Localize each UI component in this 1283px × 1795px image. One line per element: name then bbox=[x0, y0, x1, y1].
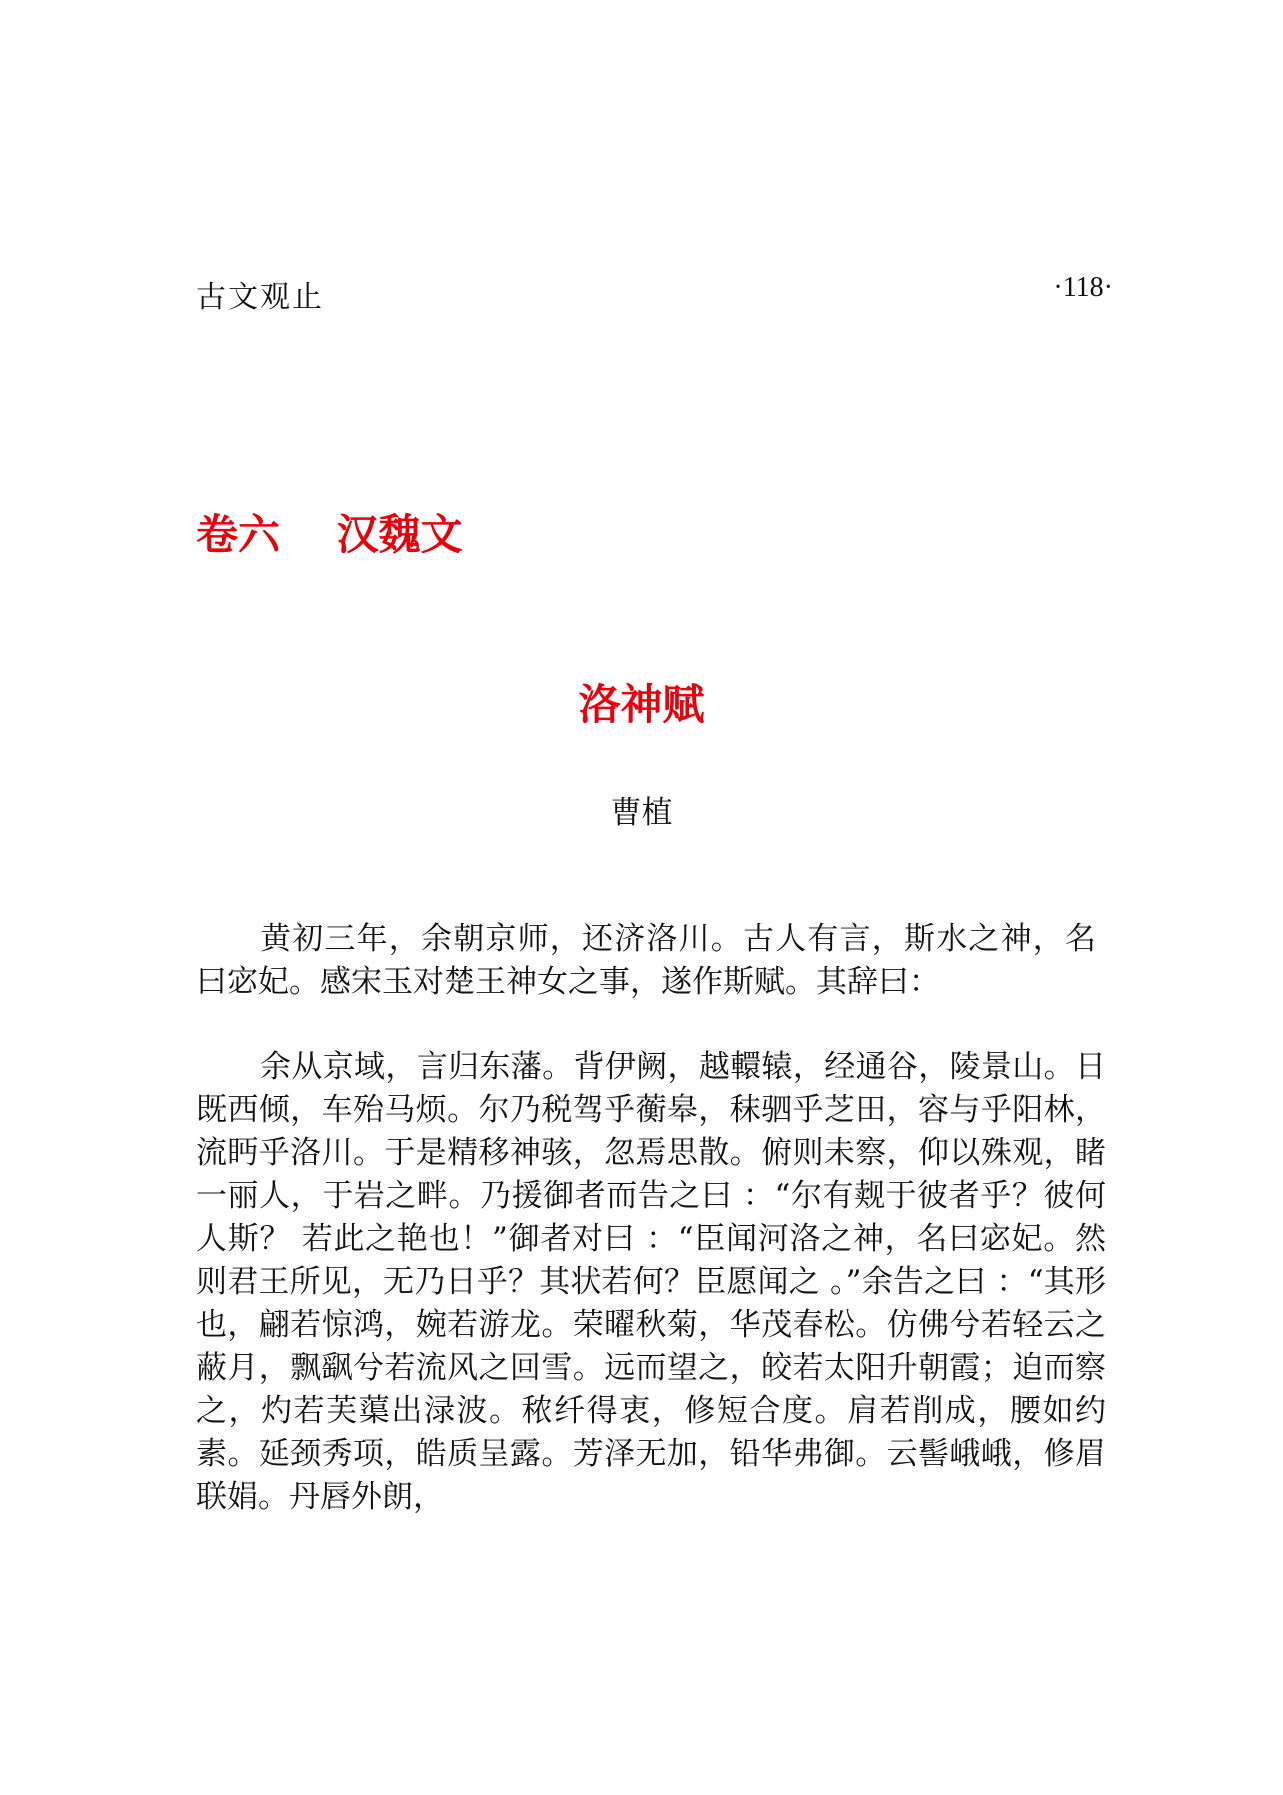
page-number: ·118· bbox=[1053, 272, 1113, 303]
volume-heading: 卷六 汉魏文 bbox=[196, 510, 463, 559]
essay-author: 曹植 bbox=[610, 795, 673, 831]
body-paragraph-main: 余从京域，言归东藩。背伊阙，越轘辕，经通谷，陵景山。日既西倾，车殆马烦。尔乃税驾乎蘅皋，秣驷乎芝田，容与乎阳林，流眄乎洛川。于是精移神骇，忽焉思散。俯则未察，仰以殊观，睹一丽人，于岩之畔。乃援御者而告之曰 ：“尔有觌于彼者乎？彼何人斯？ 若此之艳也！”御者对曰 ：“臣闻河洛之神，名曰宓妃。然则君王所见，无乃日乎？其状若何？臣愿闻之 。”余告之曰 ：“其形也，翩若惊鸿，婉若游龙。荣曜秋菊，华茂春松。仿佛兮若轻云之蔽月，飘飖兮若流风之回雪。远而望之，皎若太阳升朝霞；迫而察之，灼若芙蕖出渌波。秾纤得衷，修短合度。肩若削成，腰如约素。延颈秀项，皓质呈露。芳泽无加，铅华弗御。云髻峨峨，修眉联娟。丹唇外朗， bbox=[196, 1049, 1106, 1515]
essay-title: 洛神赋 bbox=[578, 680, 705, 729]
body-paragraph-preface: 黄初三年，余朝京师，还济洛川。古人有言，斯水之神，名曰宓妃。感宋玉对楚王神女之事，遂作斯赋。其辞曰： bbox=[196, 921, 1096, 1000]
running-header-book-title: 古文观止 bbox=[196, 280, 324, 315]
